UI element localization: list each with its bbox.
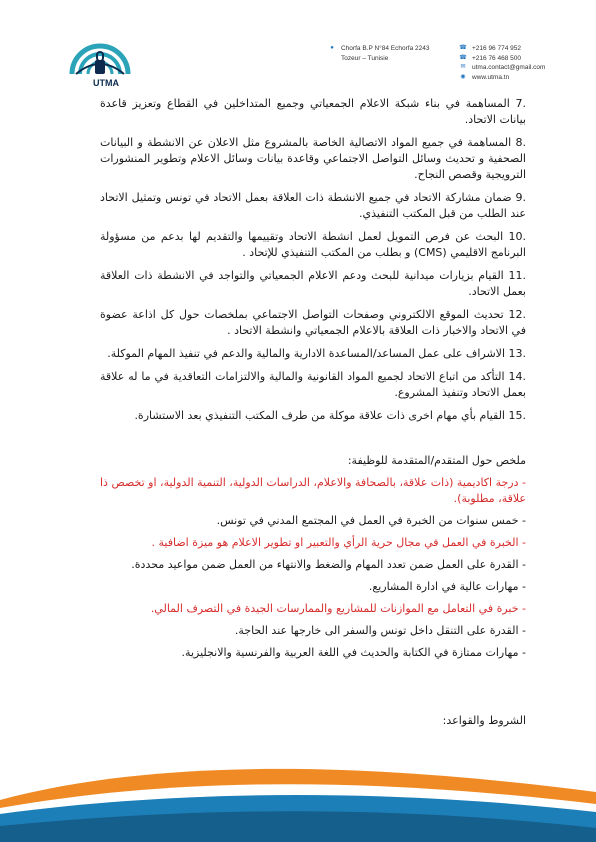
task-item-11: .11 القيام بزيارات ميدانية للبحث ودعم الاعلام الجمعياتي والتواجد في الانشطة ذات العلاقة بعمل الاتحاد. [100,269,526,298]
task-item-7: .7 المساهمة في بناء شبكة الاعلام الجمعياتي وجميع المتداخلين في القطاع وتعزيز قاعدة بيانات الاتحاد. [100,97,526,126]
document-body [100,96,526,729]
requirement-item: - خبرة في التعامل مع الموازنات للمشاريع والممارسات الجيدة في التصرف المالي. [150,602,526,615]
summary-heading: ملخص حول المتقدم/المتقدمة للوظيفة: [347,454,526,467]
footer-wave-decoration [0,740,596,842]
requirement-item: - القدرة على التنقل داخل تونس والسفر الى خارجها عند الحاجة. [234,624,526,637]
requirements-list [100,475,526,661]
requirement-item: - الخبرة في العمل في مجال حرية الرأي والتعبير او تطوير الاعلام هو ميزة اضافية . [151,536,526,549]
phone-2: +216 76 468 500 [472,54,521,62]
task-item-8: .8 المساهمة في جميع المواد الاتصالية الخاصة بالمشروع مثل الاعلان عن الانشطة و البيانات الصحفية و تحديث وسائل التواصل الاجتماعي وقاعدة بيانات وسائل الاعلام وتطوير المنشورات الترويجية وقصص النجاح. [100,136,526,181]
letterhead [0,0,596,95]
contact-block [459,44,545,82]
logo-text: UTMA [93,78,119,88]
task-item-9: .9 ضمان مشاركة الاتحاد في جميع الانشطة ذات العلاقة بعمل الاتحاد في تونس وتمثيل الاتحاد عند الطلب من قبل المكتب التنفيذي. [100,191,526,220]
phone-icon: ☎ [459,45,467,51]
task-item-15: .15 القيام بأي مهام اخرى ذات علاقة موكلة من طرف المكتب التنفيذي بعد الاستشارة. [134,409,526,422]
location-pin-icon: ● [330,45,334,51]
task-item-13: .13 الاشراف على عمل المساعد/المساعدة الادارية والمالية والدعم في تنفيذ المهام الموكلة. [107,347,526,360]
requirement-item: - مهارات عالية في ادارة المشاريع. [368,580,526,593]
fax-icon: ☎ [459,54,467,61]
email-address[interactable]: utma.contact@gmail.com [472,64,546,71]
website-link[interactable]: www.utma.tn [472,73,510,81]
web-icon: ◉ [460,73,466,80]
requirement-item: - درجة اكاديمية (ذات علاقة، بالصحافة والاعلام، الدراسات الدولية، التنمية الدولية، او تخصص ذا علاقة، مطلوبة). [100,476,526,505]
address-line-1: Chorfa B.P N°84 Echorfa 2243 [341,45,430,52]
requirement-item: - مهارات ممتازة في الكتابة والحديث في اللغة العربية والفرنسية والانجليزية. [181,646,526,659]
requirement-item: - القدرة على العمل ضمن تعدد المهام والضغط والانتهاء من العمل ضمن مواعيد محددة. [131,558,526,571]
address-line-2: Tozeur – Tunisie [341,54,389,62]
requirement-item: - خمس سنوات من الخبرة في العمل في المجتمع المدني في تونس. [216,514,526,527]
conditions-heading: الشروط والقواعد: [442,714,526,727]
task-item-10: .10 البحث عن فرص التمويل لعمل انشطة الاتحاد وتقييمها والتقديم لها بدعم من مسؤولة البرنامج الاقليمي (CMS) و بطلب من المكتب التنفيذي للإتحاد . [100,230,526,259]
address-block [328,44,429,63]
email-icon: ✉ [460,64,466,70]
phone-1: +216 96 774 952 [472,45,521,52]
task-item-12: .12 تحديث الموقع الالكتروني وصفحات التواصل الاجتماعي بملخصات حول كل اذاعة عضوة في الاتحاد والاخبار ذات العلاقة بالاعلام الجمعياتي وانشطة الاتحاد . [100,308,526,337]
task-item-14: .14 التأكد من اتباع الاتحاد لجميع المواد القانونية والمالية والالتزامات التعاقدية في ما له علاقة بعمل الاتحاد وتنفيذ المشروع. [100,370,526,399]
